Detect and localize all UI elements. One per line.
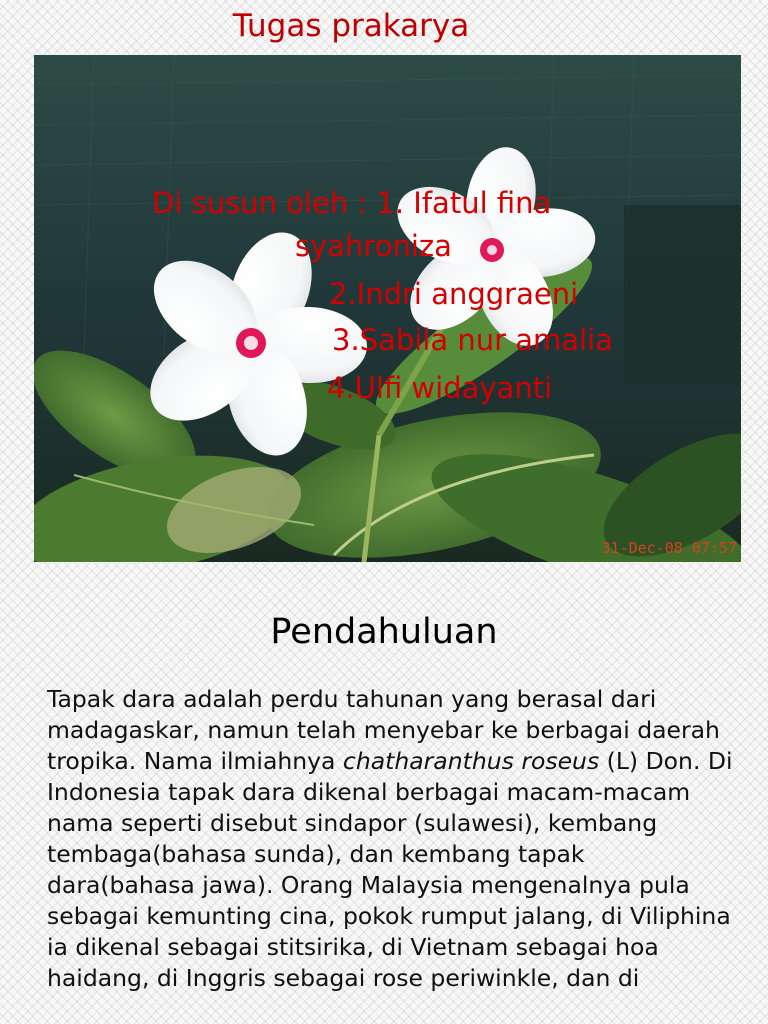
introduction-slide [0, 576, 768, 1024]
scientific-name: chatharanthus roseus [342, 747, 600, 775]
introduction-paragraph [47, 684, 737, 994]
author-line-2: syahroniza [295, 229, 452, 263]
photo-timestamp: 31-Dec-08 07:57 [601, 539, 737, 557]
paragraph-text-part-1: Tapak dara adalah perdu tahunan yang berasal dari madagaskar, namun telah menyebar ke berbagai daerah tropika. Nama ilmiahnya [47, 685, 720, 775]
author-line-3: 2.Indri anggraeni [329, 277, 579, 311]
slide-title: Tugas prakarya [232, 8, 470, 44]
paragraph-text-part-2: (L) Don. Di Indonesia tapak dara dikenal berbagai macam-macam nama seperti disebut sindapor (sulawesi), kembang tembaga(bahasa sunda), dan kembang tapak dara(bahasa jawa). Orang Malaysia mengenalnya pula sebagai kemunting cina, pokok rumput jalang, di Viliphina ia dikenal sebagai stitsirika, di Vietnam sebagai hoa haidang, di Inggris sebagai rose periwinkle, dan di [47, 747, 733, 992]
author-line-4: 3.Sabila nur amalia [332, 323, 613, 357]
author-list [34, 55, 741, 562]
author-line-5: 4.Ulfi widayanti [327, 371, 553, 405]
section-heading: Pendahuluan [270, 612, 498, 652]
author-line-1: Di susun oleh : 1. Ifatul fina [152, 186, 552, 220]
